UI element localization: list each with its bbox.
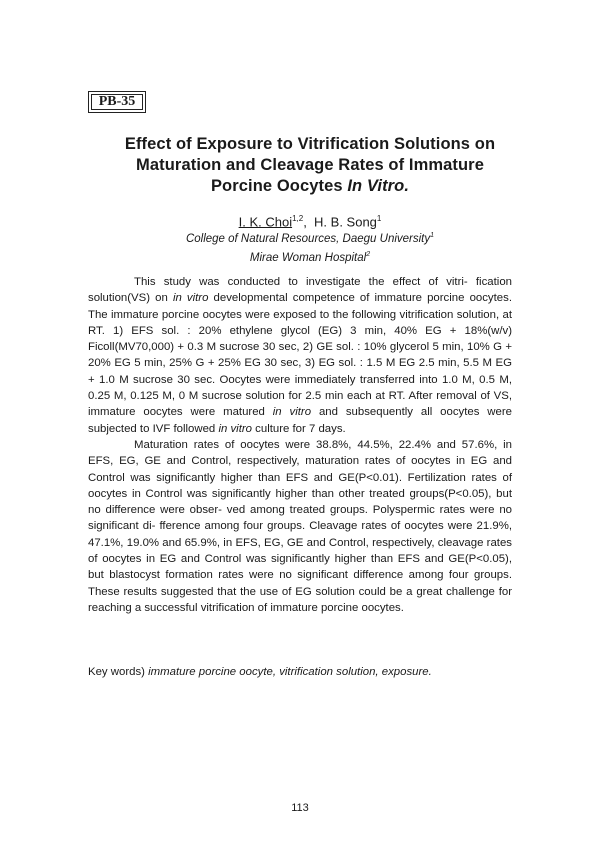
abstract-p1-text-b: developmental competence of immature porcine oocytes. The immature porcine oocytes were exposed to the following vitrification solution, at RT. 1) EFS sol. : 20% ethylene glycol (EG) 3 min, 40% EG + 18%(w/v) Ficoll(MV70,000) + 0.3 M sucrose 30 sec, 2) GE sol. : 10% glycerol 5 min, 10% G + 20% EG 5 min, 25% G + 25% EG 30 sec, 3) EG sol. : 1.5 M EG 2.5 min, 5.5 M EG + 1.0 M sucrose 30 sec. Oocytes were immediately transferred into 1.0 M, 0.5 M, 0.25 M, 0.125 M, 0 M sucrose solution for 2.5 min each at RT. After removal of VS, immature oocytes were matured [88, 292, 512, 419]
abstract-p1-text-d: culture for 7 days. [252, 422, 346, 435]
affiliation-1 [60, 228, 560, 247]
page-number: 113 [291, 802, 309, 814]
author-1-name: I. K. Choi [238, 214, 293, 230]
affiliation-2 [60, 247, 560, 266]
author-separator: , [303, 214, 315, 230]
title-line-3 [60, 176, 560, 197]
abstract-code-label: PB-35 [88, 91, 146, 113]
author-2-name: H. B. Song [314, 214, 377, 230]
affiliations [60, 228, 560, 266]
affiliation-2-text: Mirae Woman Hospital [249, 251, 367, 264]
abstract-paragraph-1 [88, 274, 512, 437]
affiliation-1-text: College of Natural Resources, Daegu University [185, 232, 431, 245]
title-line-2: Maturation and Cleavage Rates of Immature [136, 156, 484, 174]
author-2-affiliation-mark: 1 [376, 214, 382, 223]
affiliation-1-mark: 1 [430, 232, 435, 239]
abstract-p1-text-a: This study was conducted to investigate the effect of vitri- fication solution(VS) on [88, 276, 512, 305]
abstract-p1-italic-c: in vitro [218, 422, 252, 435]
abstract-p1-italic-a: in vitro [172, 292, 209, 305]
title-line-1: Effect of Exposure to Vitrification Solutions on [124, 135, 496, 153]
title-line-3-main: Porcine Oocytes [210, 177, 348, 195]
title-line-3-italic: In Vitro. [347, 177, 410, 195]
keywords-line [88, 664, 518, 680]
keywords-text: immature porcine oocyte, vitrification solution, exposure. [148, 666, 432, 678]
abstract-p1-text-c: and subsequently all oocytes were subjected to IVF followed [88, 406, 512, 435]
abstract-body [88, 274, 512, 616]
affiliation-2-mark: 2 [366, 250, 371, 258]
keywords-label: Key words) [88, 666, 149, 678]
abstract-paragraph-2: Maturation rates of oocytes were 38.8%, 44.5%, 22.4% and 57.6%, in EFS, EG, GE and Control, respectively, maturation rates of oocytes in EG and Control was significantly higher than EFS and GE(P<0.01). Fertilization rates of oocytes in Control was significantly higher than other treated groups(P<0.05), but no difference were obser- ved among treated groups. Polyspermic rates were no significant di- fference among four groups. Cleavage rates of oocytes were 21.9%, 47.1%, 19.0% and 65.9%, in EFS, EG, GE and Control, respectively, cleavage rates of oocytes in EG and Control was significantly higher than EFS and GE(P<0.05), but blastocyst formation rates were no significant difference among four groups. These results suggested that the use of EG solution could be a great challenge for reaching a successful vitrification of immature porcine oocytes. [88, 438, 512, 614]
paper-title [60, 134, 560, 197]
abstract-p1-italic-b: in vitro [272, 406, 312, 419]
author-1-affiliation-mark: 1,2 [292, 214, 304, 223]
